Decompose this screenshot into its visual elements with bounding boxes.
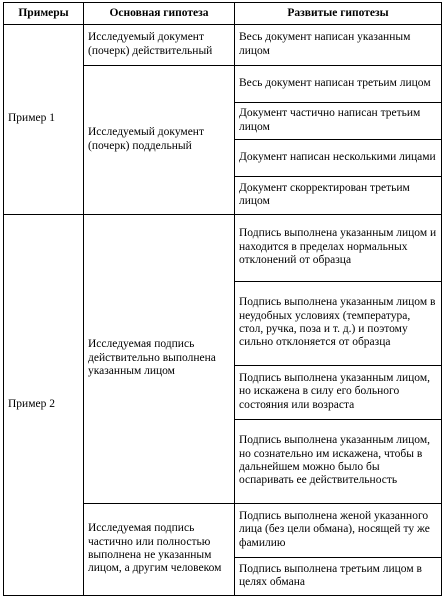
developed-hypothesis-1-2-2: Документ частично написан третьим лицом [235, 103, 442, 140]
main-hypothesis-1-2: Исследуемый документ (почерк) поддельный [84, 66, 235, 215]
developed-hypothesis-1-2-4: Документ скорректирован третьим лицом [235, 177, 442, 215]
developed-hypothesis-1-2-1: Весь документ написан третьим лицом [235, 66, 442, 103]
header-row [4, 3, 442, 25]
developed-hypothesis-2-2-2: Подпись выполнена третьим лицом в целях обмана [235, 558, 442, 596]
example-2-label: Пример 2 [4, 215, 84, 596]
header-developed-hypotheses: Развитые гипотезы [235, 3, 442, 25]
example-1-label: Пример 1 [4, 25, 84, 215]
header-main-hypothesis: Основная гипотеза [84, 3, 235, 25]
developed-hypothesis-2-1-1: Подпись выполнена указанным лицом и находится в пределах нормальных отклонений от образца [235, 215, 442, 282]
main-hypothesis-1-1: Исследуемый документ (почерк) действительный [84, 25, 235, 66]
table-row [4, 215, 442, 282]
developed-hypothesis-2-1-3: Подпись выполнена указанным лицом, но искажена в силу его больного состояния или возраста [235, 366, 442, 420]
developed-hypothesis-1-2-3: Документ написан несколькими лицами [235, 140, 442, 177]
developed-hypothesis-1-1-1: Весь документ написан указанным лицом [235, 25, 442, 66]
header-examples: Примеры [4, 3, 84, 25]
main-hypothesis-2-1: Исследуемая подпись действительно выполнена указанным лицом [84, 215, 235, 504]
developed-hypothesis-2-1-2: Подпись выполнена указанным лицом в неудобных условиях (температура, стол, ручка, поза и т. д.) и поэтому сильно отклоняется от образца [235, 282, 442, 366]
table-row [4, 25, 442, 66]
main-hypothesis-2-2: Исследуемая подпись частично или полностью выполнена не указанным лицом, а другим человеком [84, 504, 235, 596]
developed-hypothesis-2-2-1: Подпись выполнена женой указанного лица (без цели обмана), носящей ту же фамилию [235, 504, 442, 558]
hypotheses-table [3, 2, 442, 596]
developed-hypothesis-2-1-4: Подпись выполнена указанным лицом, но сознательно им искажена, чтобы в дальнейшем можно было бы оспаривать ее действительность [235, 420, 442, 504]
